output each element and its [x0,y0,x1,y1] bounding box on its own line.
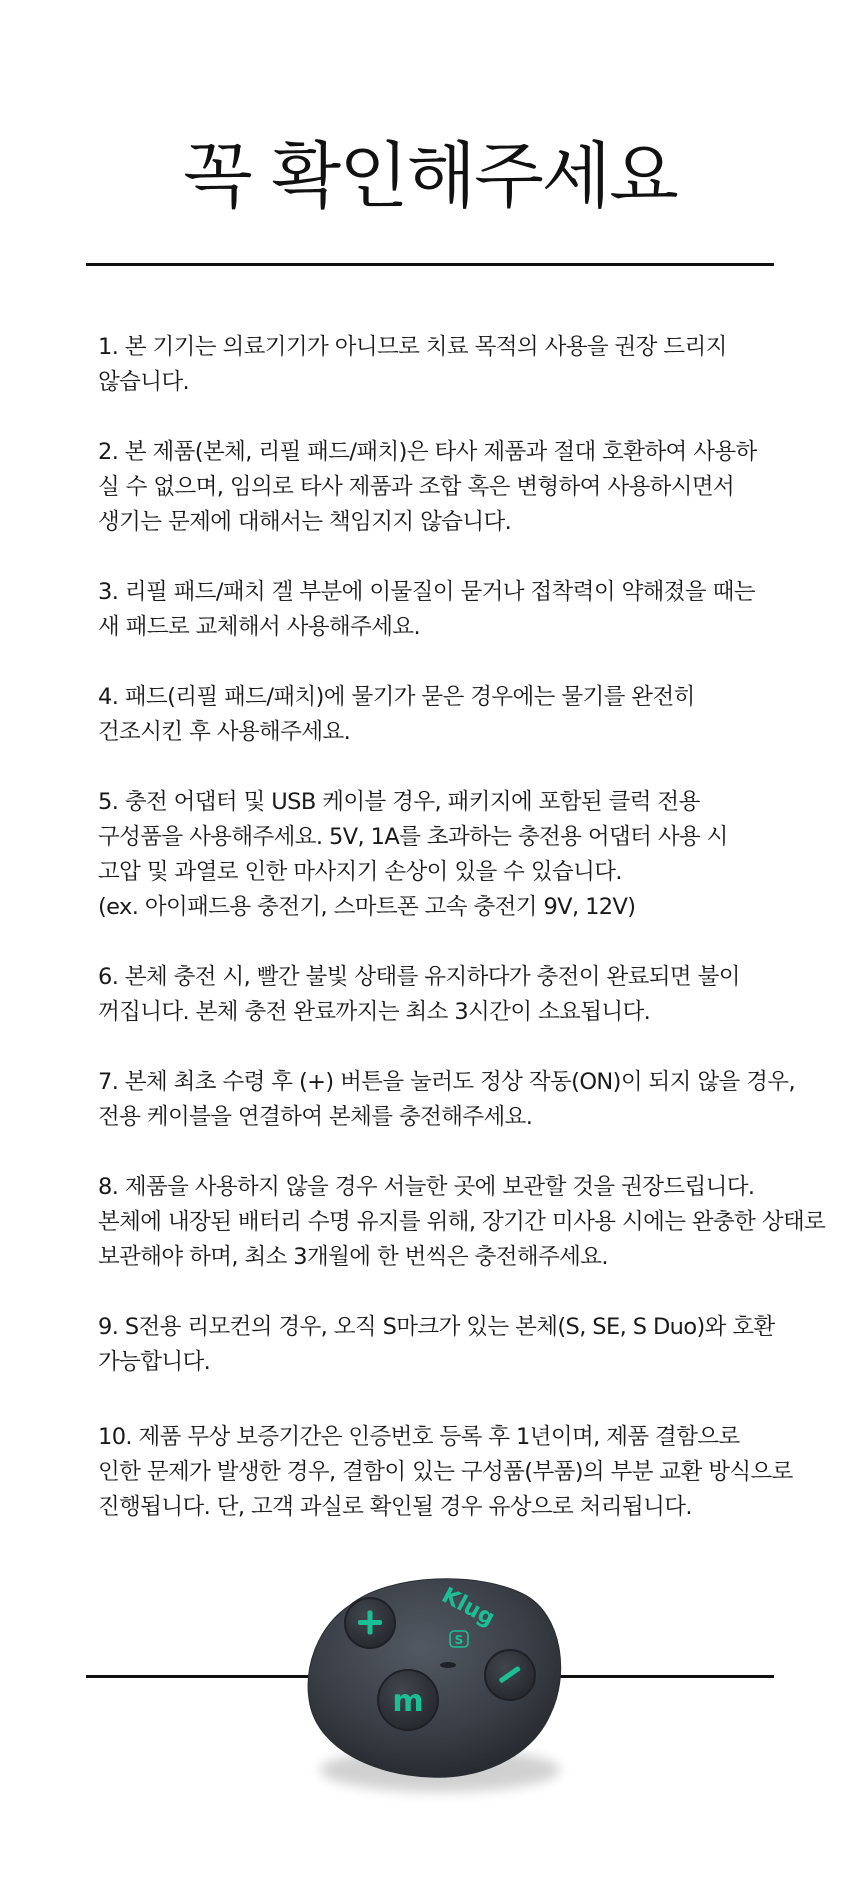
notice-line: 건조시킨 후 사용해주세요. [98,719,351,745]
notice-line: 진행됩니다. 단, 고객 과실로 확인될 경우 유상으로 처리됩니다. [98,1494,692,1520]
notice-line: 8. 제품을 사용하지 않을 경우 서늘한 곳에 보관할 것을 권장드립니다. [98,1174,755,1200]
notice-line: 가능합니다. [98,1349,211,1375]
notice-item-2 [98,435,757,540]
notice-line: 6. 본체 충전 시, 빨간 불빛 상태를 유지하다가 충전이 완료되면 불이 [98,964,740,990]
notice-item-10 [98,1420,793,1525]
notice-line: 새 패드로 교체해서 사용해주세요. [98,614,421,640]
plus-button [345,1598,395,1648]
massager-device-image [280,1565,590,1815]
m-icon: m [392,1684,424,1719]
notice-line: 4. 패드(리필 패드/패치)에 물기가 묻은 경우에는 물기를 완전히 [98,684,695,710]
product-section [0,1565,860,1885]
notice-line: 않습니다. [98,369,190,395]
notice-line: 실 수 없으며, 임의로 타사 제품과 조합 혹은 변형하여 사용하시면서 [98,474,735,500]
status-led [440,1662,456,1668]
notice-line: (ex. 아이패드용 충전기, 스마트폰 고속 충전기 9V, 12V) [98,894,636,920]
svg-text:S: S [454,1633,464,1647]
minus-button [485,1650,535,1700]
m-button [378,1670,438,1730]
notice-line: 3. 리필 패드/패치 겔 부분에 이물질이 묻거나 접착력이 약해졌을 때는 [98,579,755,605]
notice-line: 2. 본 제품(본체, 리필 패드/패치)은 타사 제품과 절대 호환하여 사용하 [98,439,757,465]
notice-item-6 [98,960,740,1030]
notice-line: 본체에 내장된 배터리 수명 유지를 위해, 장기간 미사용 시에는 완충한 상태로 [98,1209,826,1235]
notice-item-1 [98,330,727,400]
notice-line: 생기는 문제에 대해서는 책임지지 않습니다. [98,509,512,535]
notice-item-3 [98,575,755,645]
notice-item-4 [98,680,695,750]
notice-item-9 [98,1310,775,1380]
notice-line: 인한 문제가 발생한 경우, 결함이 있는 구성품(부품)의 부분 교환 방식으로 [98,1459,793,1485]
notice-line: 구성품을 사용해주세요. 5V, 1A를 초과하는 충전용 어댑터 사용 시 [98,824,728,850]
notice-line: 9. S전용 리모컨의 경우, 오직 S마크가 있는 본체(S, SE, S Duo)와 호환 [98,1314,775,1340]
notice-line: 10. 제품 무상 보증기간은 인증번호 등록 후 1년이며, 제품 결함으로 [98,1424,740,1450]
notice-line: 5. 충전 어댑터 및 USB 케이블 경우, 패키지에 포함된 클럭 전용 [98,789,700,815]
notice-line: 보관해야 하며, 최소 3개월에 한 번씩은 충전해주세요. [98,1244,608,1270]
notice-line: 고압 및 과열로 인한 마사지기 손상이 있을 수 있습니다. [98,859,622,885]
notice-line: 7. 본체 최초 수령 후 (+) 버튼을 눌러도 정상 작동(ON)이 되지 않을 경우, [98,1069,795,1095]
page-title: 꼭 확인해주세요 [183,134,677,218]
brand-logo: Klug [437,1583,499,1632]
notice-line: 전용 케이블을 연결하여 본체를 충전해주세요. [98,1104,533,1130]
notice-item-8 [98,1170,825,1275]
notice-line: 꺼집니다. 본체 충전 완료까지는 최소 3시간이 소요됩니다. [98,999,651,1025]
notice-line: 1. 본 기기는 의료기기가 아니므로 치료 목적의 사용을 권장 드리지 [98,334,727,360]
notice-item-7 [98,1065,795,1135]
notice-item-5 [98,785,728,925]
top-divider [86,263,774,266]
